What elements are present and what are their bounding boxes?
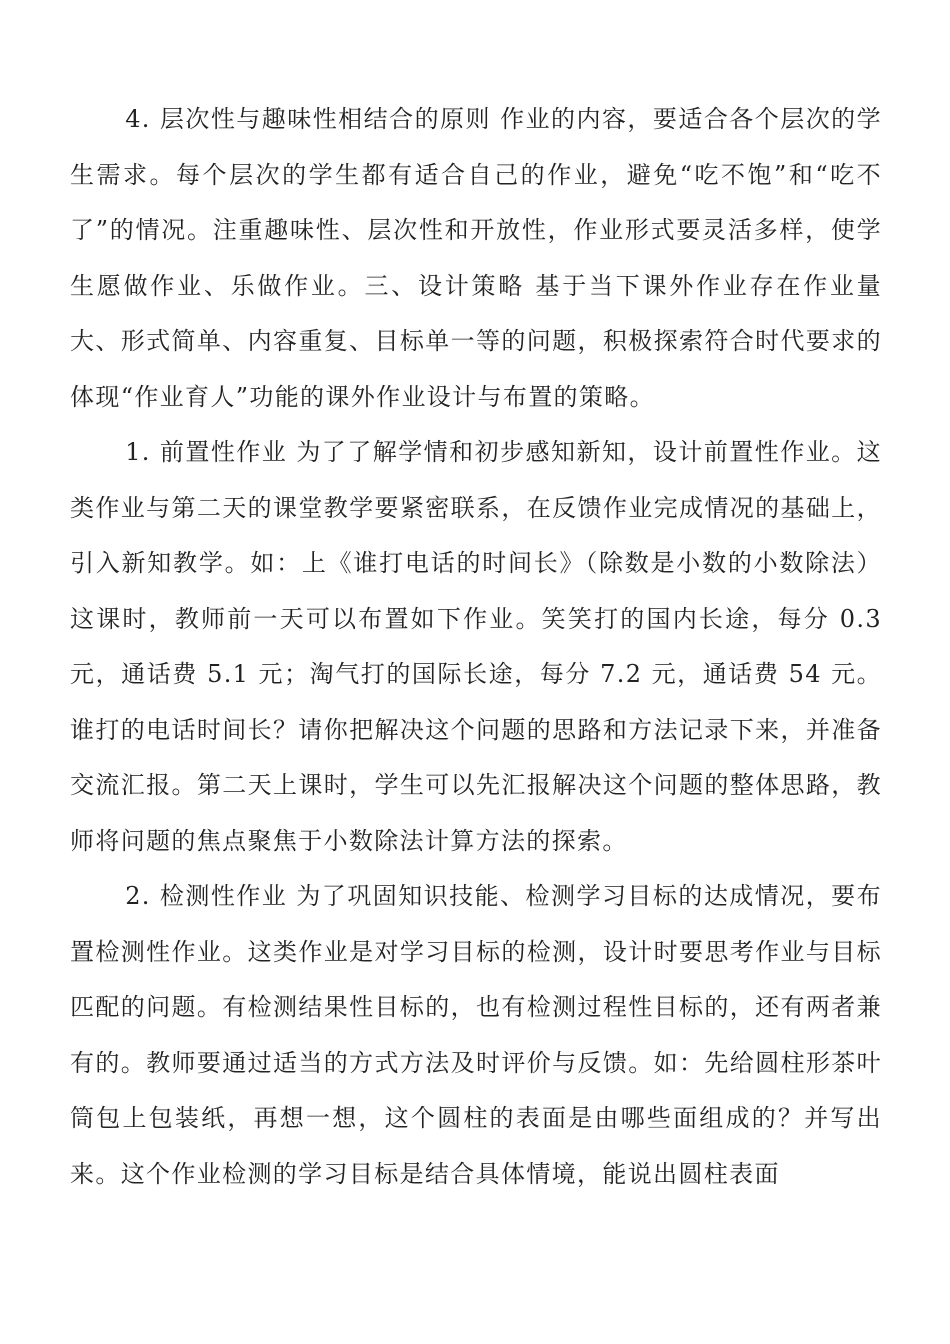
paragraph-assessment-homework: 2. 检测性作业 为了巩固知识技能、检测学习目标的达成情况，要布置检测性作业。这类作业是对学习目标的检测，设计时要思考作业与目标匹配的问题。有检测结果性目标的，也有检测过程性目标的，还有两者兼有的。教师要通过适当的方式方法及时评价与反馈。如：先给圆柱形茶叶筒包上包装纸，再想一想，这个圆柱的表面是由哪些面组成的？并写出来。这个作业检测的学习目标是结合具体情境，能说出圆柱表面: [70, 882, 882, 1188]
paragraph-layered-interesting-principle: 4. 层次性与趣味性相结合的原则 作业的内容，要适合各个层次的学生需求。每个层次的学生都有适合自己的作业，避免“吃不饱”和“吃不了”的情况。注重趣味性、层次性和开放性，作业形式要灵活多样，使学生愿做作业、乐做作业。三、设计策略 基于当下课外作业存在作业量大、形式简单、内容重复、目标单一等的问题，积极探索符合时代要求的体现“作业育人”功能的课外作业设计与布置的策略。: [70, 105, 882, 411]
paragraph-preparatory-homework: 1. 前置性作业 为了了解学情和初步感知新知，设计前置性作业。这类作业与第二天的课堂教学要紧密联系，在反馈作业完成情况的基础上，引入新知教学。如：上《谁打电话的时间长》（除数是小数的小数除法）这课时，教师前一天可以布置如下作业。笑笑打的国内长途，每分 0.3 元，通话费 5.1 元；淘气打的国际长途，每分 7.2 元，通话费 54 元。谁打的电话时间长？请你把解决这个问题的思路和方法记录下来，并准备交流汇报。第二天上课时，学生可以先汇报解决这个问题的整体思路，教师将问题的焦点聚焦于小数除法计算方法的探索。: [70, 438, 882, 855]
document-body: [70, 92, 882, 1202]
